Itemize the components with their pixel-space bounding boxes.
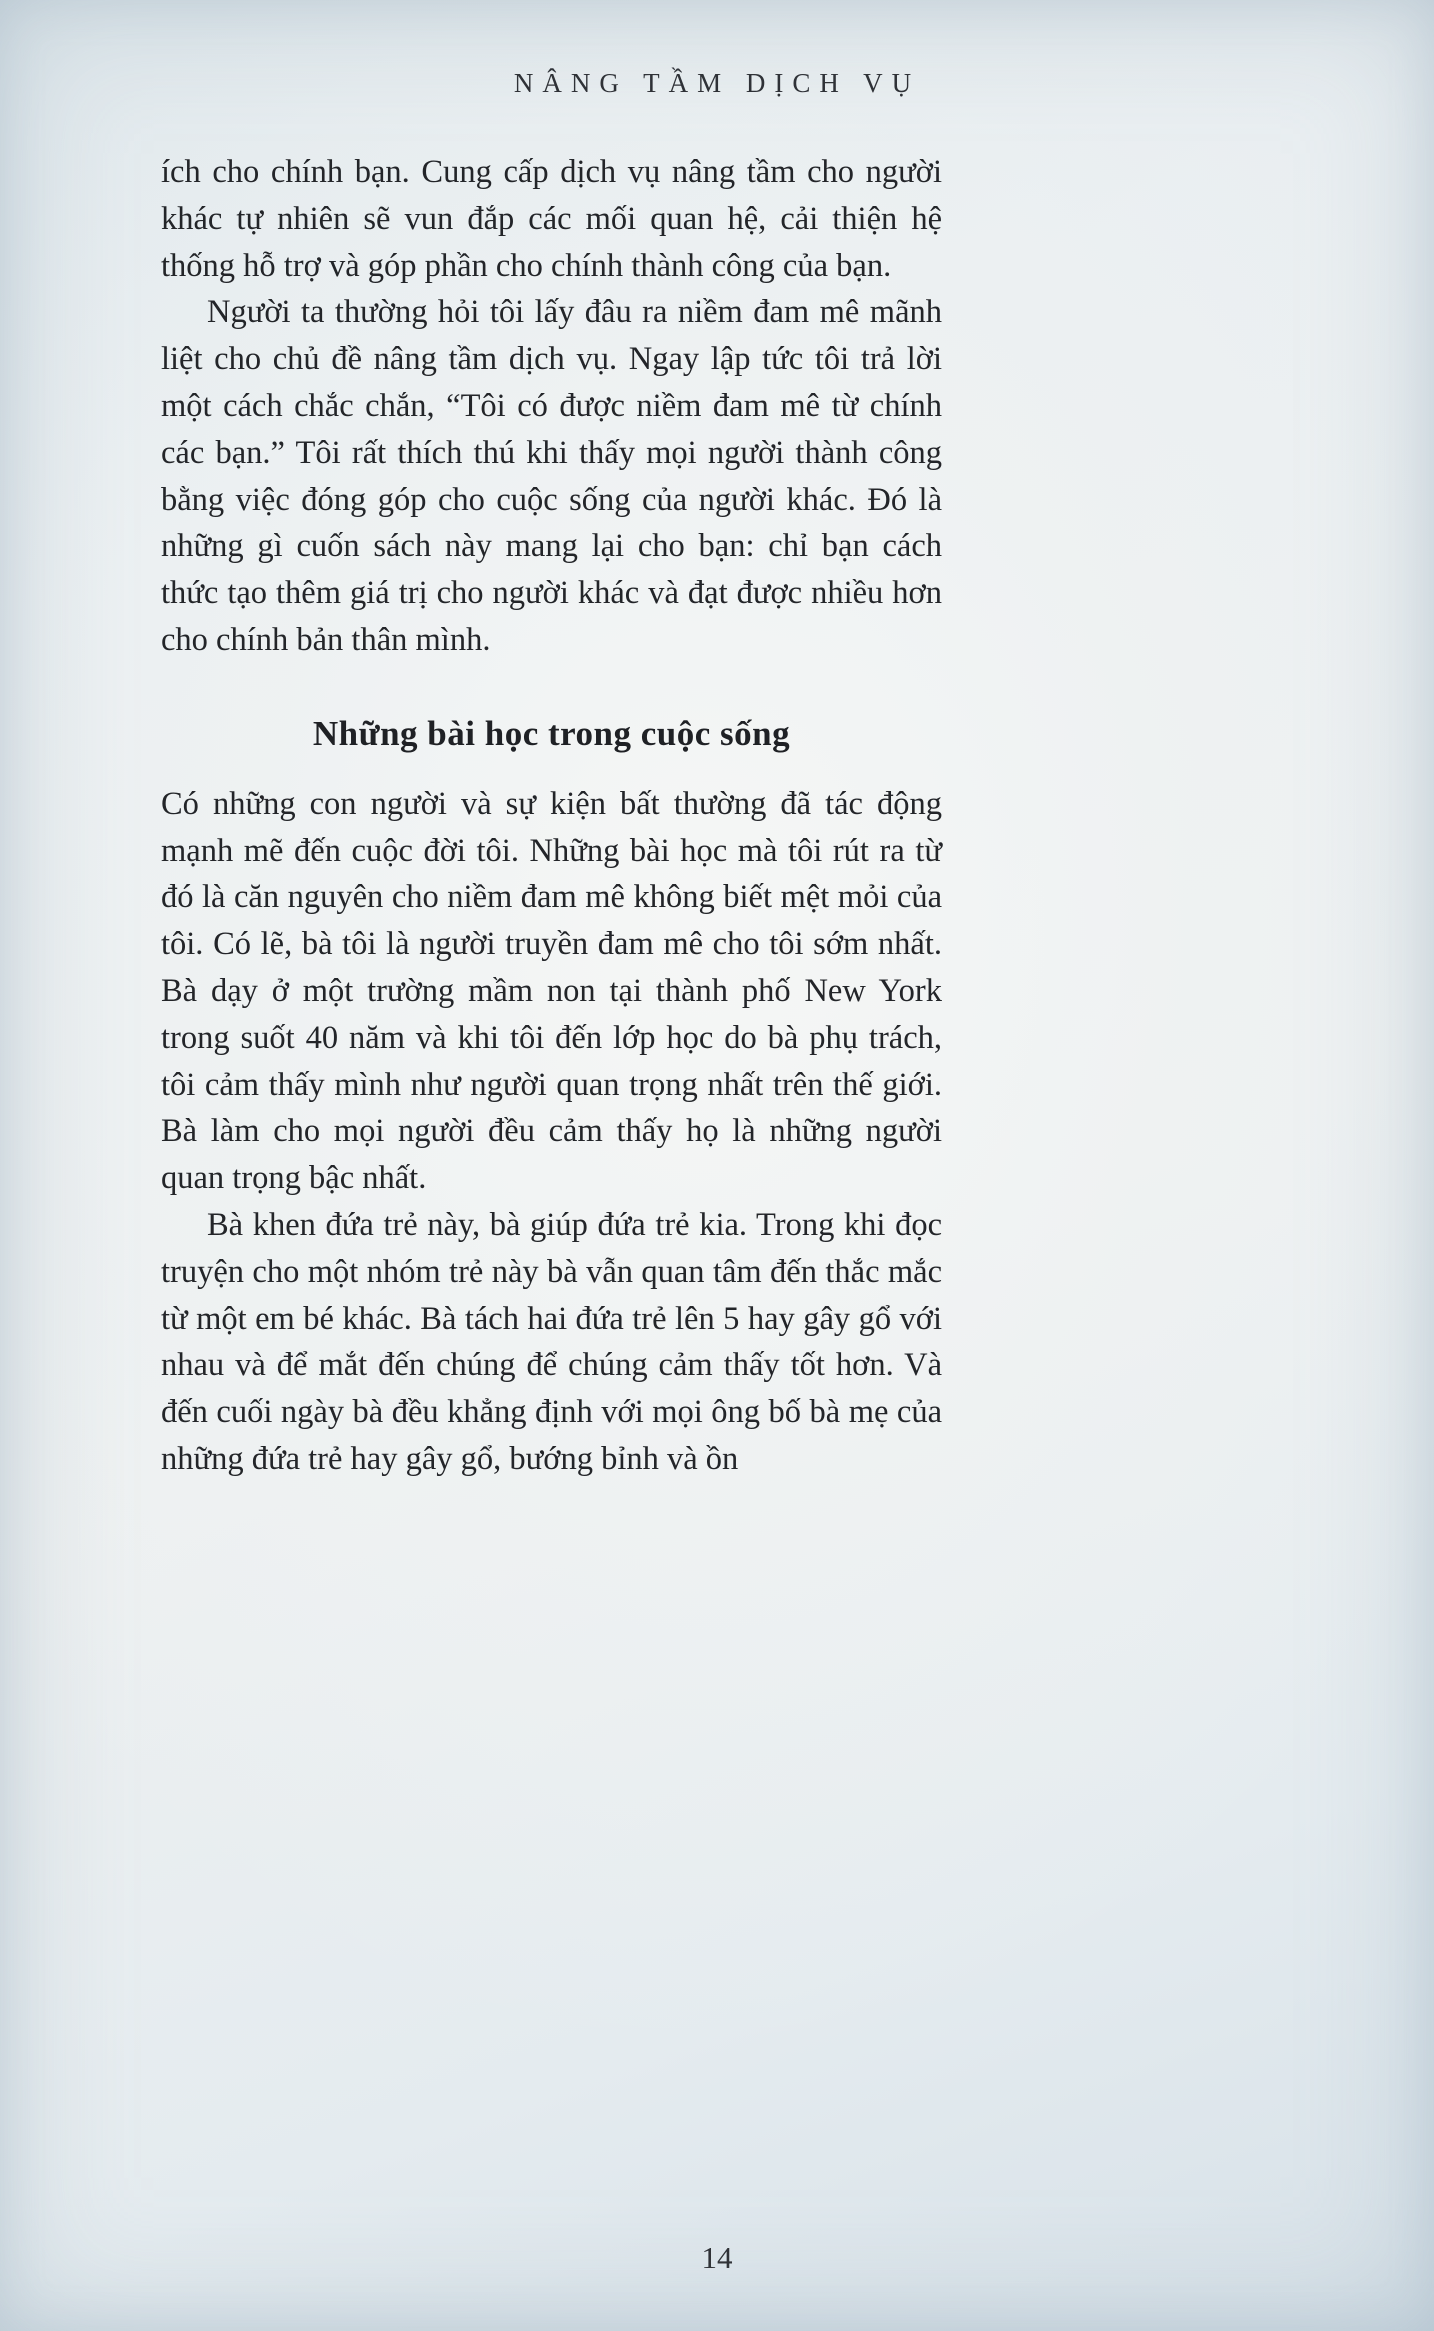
paragraph: Người ta thường hỏi tôi lấy đâu ra niềm đam mê mãnh liệt cho chủ đề nâng tầm dịch vụ. Ngay lập tức tôi trả lời một cách chắc chắn, “Tôi có được niềm đam mê từ chính các bạn.” Tôi rất thích thú khi thấy mọi người thành công bằng việc đóng góp cho cuộc sống của người khác. Đó là những gì cuốn sách này mang lại cho bạn: chỉ bạn cách thức tạo thêm giá trị cho người khác và đạt được nhiều hơn cho chính bản thân mình. [161,294,942,658]
page-content [161,149,942,1483]
page-number: 14 [701,2240,733,2275]
paragraph: ích cho chính bạn. Cung cấp dịch vụ nâng tầm cho người khác tự nhiên sẽ vun đắp các mối quan hệ, cải thiện hệ thống hỗ trợ và góp phần cho chính thành công của bạn. [161,154,942,284]
running-header: NÂNG TẦM DỊCH VỤ [513,68,921,98]
section-heading: Những bài học trong cuộc sống [312,713,791,753]
paragraph: Có những con người và sự kiện bất thường đã tác động mạnh mẽ đến cuộc đời tôi. Những bài học mà tôi rút ra từ đó là căn nguyên cho niềm đam mê không biết mệt mỏi của tôi. Có lẽ, bà tôi là người truyền đam mê cho tôi sớm nhất. Bà dạy ở một trường mầm non tại thành phố New York trong suốt 40 năm và khi tôi đến lớp học do bà phụ trách, tôi cảm thấy mình như người quan trọng nhất trên thế giới. Bà làm cho mọi người đều cảm thấy họ là những người quan trọng bậc nhất. [161,785,942,1197]
paragraph: Bà khen đứa trẻ này, bà giúp đứa trẻ kia. Trong khi đọc truyện cho một nhóm trẻ này bà vẫn quan tâm đến thắc mắc từ một em bé khác. Bà tách hai đứa trẻ lên 5 hay gây gổ với nhau và để mắt đến chúng để chúng cảm thấy tốt hơn. Và đến cuối ngày bà đều khẳng định với mọi ông bố bà mẹ của những đứa trẻ hay gây gổ, bướng bỉnh và ồn [161,1206,942,1477]
